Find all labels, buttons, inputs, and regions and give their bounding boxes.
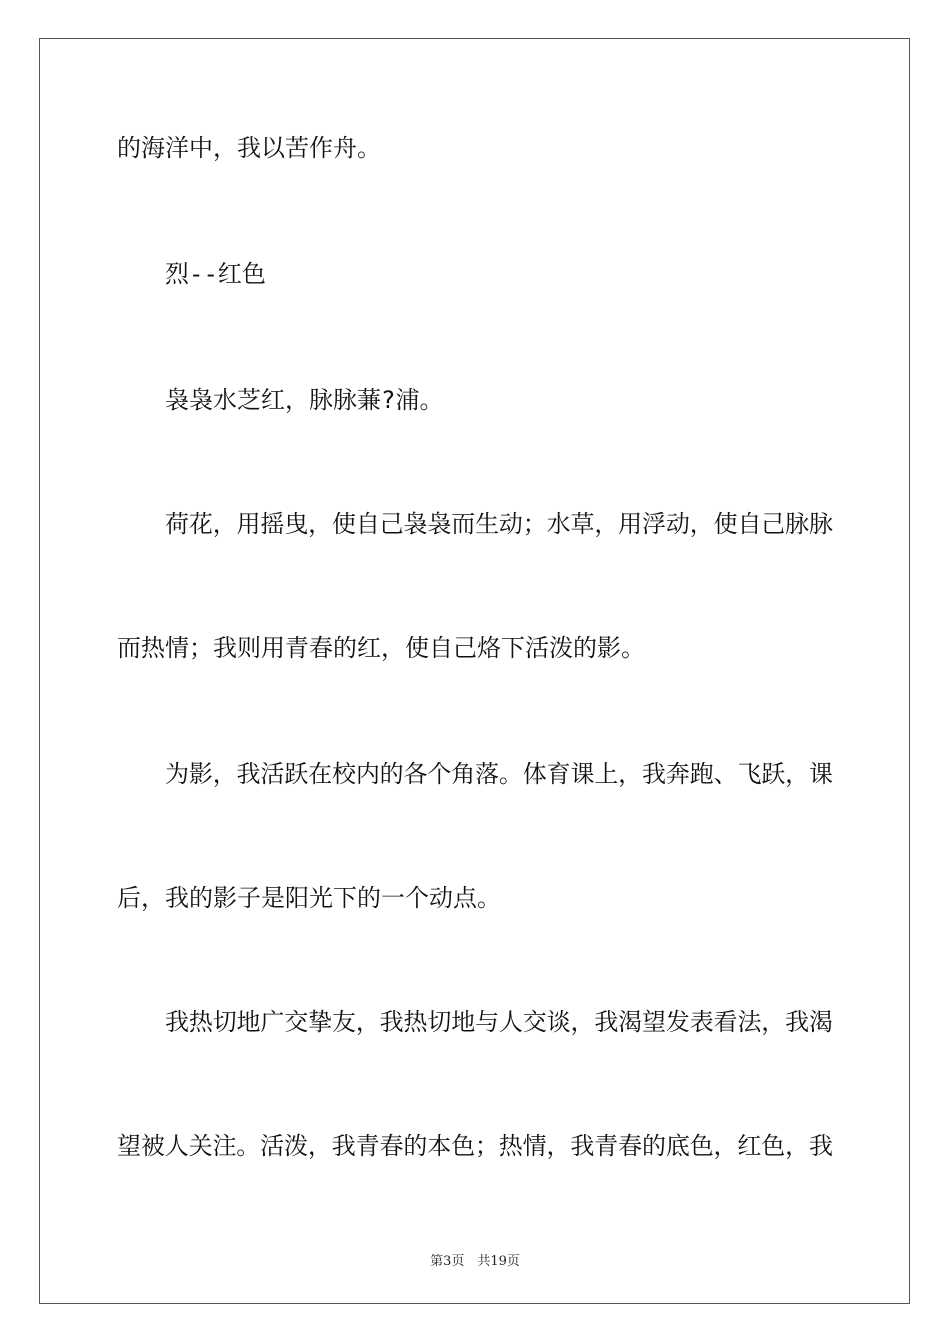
page-number-footer: 第3页 共19页 xyxy=(430,1254,520,1269)
text-line-7: 后，我的影子是阳光下的一个动点。 xyxy=(117,884,501,912)
text-line-3: 袅袅水芝红，脉脉蒹?浦。 xyxy=(165,386,444,414)
text-line-8: 我热切地广交挚友，我热切地与人交谈，我渴望发表看法，我渴 xyxy=(165,1008,833,1036)
text-line-1: 的海洋中，我以苦作舟。 xyxy=(117,134,381,162)
text-line-6: 为影，我活跃在校内的各个角落。体育课上，我奔跑、飞跃，课 xyxy=(165,760,833,788)
text-line-5: 而热情；我则用青春的红，使自己烙下活泼的影。 xyxy=(117,634,645,662)
text-line-4: 荷花，用摇曳，使自己袅袅而生动；水草，用浮动，使自己脉脉 xyxy=(165,510,833,538)
section-heading: 烈--红色 xyxy=(165,260,266,288)
text-line-9: 望被人关注。活泼，我青春的本色；热情，我青春的底色，红色，我 xyxy=(117,1132,833,1160)
page-border xyxy=(39,38,910,1304)
